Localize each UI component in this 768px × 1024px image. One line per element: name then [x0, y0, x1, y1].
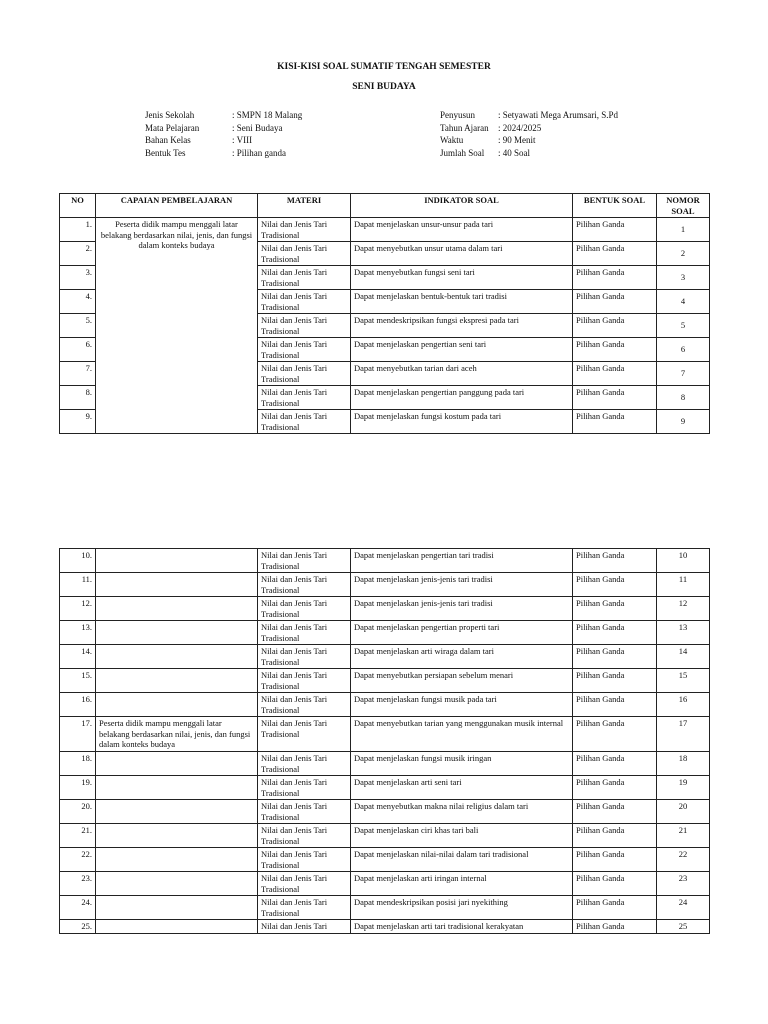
info-block-right: [440, 109, 618, 159]
materi-cell: Nilai dan Jenis Tari Tradisional: [258, 573, 351, 597]
info-row: [145, 122, 302, 135]
table-row: [60, 573, 710, 597]
table-row: [60, 920, 710, 934]
capaian-cell: Peserta didik mampu menggali latar belakang berdasarkan nilai, jenis, dan fungsi dalam konteks budaya: [96, 218, 258, 434]
bentuk-cell: Pilihan Ganda: [573, 338, 657, 362]
row-number: 16.: [60, 693, 96, 717]
indikator-cell: Dapat menjelaskan pengertian panggung pada tari: [351, 386, 573, 410]
row-number: 20.: [60, 800, 96, 824]
bentuk-cell: Pilihan Ganda: [573, 290, 657, 314]
bentuk-cell: Pilihan Ganda: [573, 776, 657, 800]
nomor-cell: 14: [657, 645, 710, 669]
nomor-cell: 9: [657, 410, 710, 434]
nomor-cell: 5: [657, 314, 710, 338]
info-label: Bentuk Tes: [145, 147, 186, 158]
row-number: 7.: [60, 362, 96, 386]
info-value: : Setyawati Mega Arumsari, S.Pd: [498, 110, 618, 120]
nomor-cell: 11: [657, 573, 710, 597]
indikator-cell: Dapat menjelaskan bentuk-bentuk tari tradisi: [351, 290, 573, 314]
nomor-cell: 18: [657, 752, 710, 776]
table-row: [60, 752, 710, 776]
nomor-cell: 7: [657, 362, 710, 386]
bentuk-cell: Pilihan Ganda: [573, 597, 657, 621]
capaian-cell: [96, 752, 258, 776]
indikator-cell: Dapat menyebutkan tarian dari aceh: [351, 362, 573, 386]
row-number: 8.: [60, 386, 96, 410]
row-number: 22.: [60, 848, 96, 872]
bentuk-cell: Pilihan Ganda: [573, 848, 657, 872]
materi-cell: Nilai dan Jenis Tari Tradisional: [258, 717, 351, 752]
table-row: [60, 218, 710, 242]
row-number: 6.: [60, 338, 96, 362]
header-no: NO: [60, 194, 96, 218]
bentuk-cell: Pilihan Ganda: [573, 218, 657, 242]
info-label: Jenis Sekolah: [145, 110, 195, 120]
kisi-table-page-1: [59, 193, 710, 434]
bentuk-cell: Pilihan Ganda: [573, 242, 657, 266]
table-row: [60, 597, 710, 621]
materi-cell: Nilai dan Jenis Tari Tradisional: [258, 290, 351, 314]
row-number: 10.: [60, 549, 96, 573]
bentuk-cell: Pilihan Ganda: [573, 621, 657, 645]
capaian-cell: [96, 573, 258, 597]
row-number: 15.: [60, 669, 96, 693]
bentuk-cell: Pilihan Ganda: [573, 645, 657, 669]
bentuk-cell: Pilihan Ganda: [573, 549, 657, 573]
row-number: 1.: [60, 218, 96, 242]
materi-cell: Nilai dan Jenis Tari Tradisional: [258, 597, 351, 621]
info-value: : 90 Menit: [498, 135, 536, 145]
indikator-cell: Dapat menjelaskan arti seni tari: [351, 776, 573, 800]
info-label: Waktu: [440, 135, 464, 145]
nomor-cell: 2: [657, 242, 710, 266]
indikator-cell: Dapat menjelaskan pengertian properti tari: [351, 621, 573, 645]
indikator-cell: Dapat menjelaskan unsur-unsur pada tari: [351, 218, 573, 242]
table-row: [60, 776, 710, 800]
nomor-cell: 10: [657, 549, 710, 573]
materi-cell: Nilai dan Jenis Tari Tradisional: [258, 896, 351, 920]
info-row: [145, 134, 302, 147]
nomor-cell: 19: [657, 776, 710, 800]
capaian-cell: [96, 597, 258, 621]
nomor-cell: 6: [657, 338, 710, 362]
table-row: [60, 669, 710, 693]
indikator-cell: Dapat mendeskripsikan fungsi ekspresi pada tari: [351, 314, 573, 338]
capaian-cell: Peserta didik mampu menggali latar belakang berdasarkan nilai, jenis, dan fungsi dalam konteks budaya: [96, 717, 258, 752]
info-label: Tahun Ajaran: [440, 122, 489, 133]
nomor-cell: 4: [657, 290, 710, 314]
bentuk-cell: Pilihan Ganda: [573, 896, 657, 920]
bentuk-cell: Pilihan Ganda: [573, 266, 657, 290]
nomor-cell: 15: [657, 669, 710, 693]
materi-cell: Nilai dan Jenis Tari Tradisional: [258, 800, 351, 824]
materi-cell: Nilai dan Jenis Tari: [258, 920, 351, 934]
capaian-cell: [96, 693, 258, 717]
row-number: 3.: [60, 266, 96, 290]
row-number: 2.: [60, 242, 96, 266]
nomor-cell: 21: [657, 824, 710, 848]
document-title: KISI-KISI SOAL SUMATIF TENGAH SEMESTER: [277, 62, 491, 72]
bentuk-cell: Pilihan Ganda: [573, 920, 657, 934]
table-row: [60, 717, 710, 752]
bentuk-cell: Pilihan Ganda: [573, 314, 657, 338]
materi-cell: Nilai dan Jenis Tari Tradisional: [258, 410, 351, 434]
kisi-table-page-2: [59, 548, 710, 934]
materi-cell: Nilai dan Jenis Tari Tradisional: [258, 776, 351, 800]
bentuk-cell: Pilihan Ganda: [573, 669, 657, 693]
row-number: 21.: [60, 824, 96, 848]
capaian-cell: [96, 776, 258, 800]
row-number: 19.: [60, 776, 96, 800]
info-value: : Pilihan ganda: [232, 147, 286, 158]
indikator-cell: Dapat menjelaskan jenis-jenis tari tradisi: [351, 597, 573, 621]
table-row: [60, 549, 710, 573]
info-label: Penyusun: [440, 110, 476, 120]
bentuk-cell: Pilihan Ganda: [573, 717, 657, 752]
table-row: [60, 693, 710, 717]
header-indikator: INDIKATOR SOAL: [351, 194, 573, 218]
capaian-cell: [96, 824, 258, 848]
row-number: 14.: [60, 645, 96, 669]
row-number: 17.: [60, 717, 96, 752]
bentuk-cell: Pilihan Ganda: [573, 410, 657, 434]
capaian-cell: [96, 920, 258, 934]
indikator-cell: Dapat menyebutkan persiapan sebelum menari: [351, 669, 573, 693]
table-row: [60, 872, 710, 896]
bentuk-cell: Pilihan Ganda: [573, 824, 657, 848]
materi-cell: Nilai dan Jenis Tari Tradisional: [258, 693, 351, 717]
materi-cell: Nilai dan Jenis Tari Tradisional: [258, 872, 351, 896]
materi-cell: Nilai dan Jenis Tari Tradisional: [258, 549, 351, 573]
bentuk-cell: Pilihan Ganda: [573, 872, 657, 896]
materi-cell: Nilai dan Jenis Tari Tradisional: [258, 314, 351, 338]
document-subtitle: SENI BUDAYA: [352, 82, 416, 92]
info-row: [440, 134, 618, 147]
capaian-cell: [96, 645, 258, 669]
bentuk-cell: Pilihan Ganda: [573, 386, 657, 410]
indikator-cell: Dapat menjelaskan nilai-nilai dalam tari tradisional: [351, 848, 573, 872]
indikator-cell: Dapat menjelaskan jenis-jenis tari tradisi: [351, 573, 573, 597]
indikator-cell: Dapat menjelaskan fungsi kostum pada tari: [351, 410, 573, 434]
info-value: : Seni Budaya: [232, 122, 283, 133]
row-number: 4.: [60, 290, 96, 314]
nomor-cell: 12: [657, 597, 710, 621]
materi-cell: Nilai dan Jenis Tari Tradisional: [258, 621, 351, 645]
nomor-cell: 1: [657, 218, 710, 242]
nomor-cell: 16: [657, 693, 710, 717]
nomor-cell: 20: [657, 800, 710, 824]
materi-cell: Nilai dan Jenis Tari Tradisional: [258, 362, 351, 386]
materi-cell: Nilai dan Jenis Tari Tradisional: [258, 386, 351, 410]
info-row: [145, 109, 302, 122]
indikator-cell: Dapat menjelaskan arti iringan internal: [351, 872, 573, 896]
materi-cell: Nilai dan Jenis Tari Tradisional: [258, 266, 351, 290]
capaian-cell: [96, 621, 258, 645]
nomor-cell: 24: [657, 896, 710, 920]
nomor-cell: 13: [657, 621, 710, 645]
materi-cell: Nilai dan Jenis Tari Tradisional: [258, 824, 351, 848]
table-row: [60, 621, 710, 645]
indikator-cell: Dapat menjelaskan fungsi musik pada tari: [351, 693, 573, 717]
table-header-row: [60, 194, 710, 218]
row-number: 12.: [60, 597, 96, 621]
info-row: [145, 147, 302, 160]
table-row: [60, 800, 710, 824]
row-number: 18.: [60, 752, 96, 776]
nomor-cell: 3: [657, 266, 710, 290]
row-number: 5.: [60, 314, 96, 338]
bentuk-cell: Pilihan Ganda: [573, 693, 657, 717]
info-row: [440, 122, 618, 135]
capaian-cell: [96, 848, 258, 872]
capaian-cell: [96, 872, 258, 896]
indikator-cell: Dapat menjelaskan pengertian tari tradisi: [351, 549, 573, 573]
bentuk-cell: Pilihan Ganda: [573, 752, 657, 776]
indikator-cell: Dapat mendeskripsikan posisi jari nyekithing: [351, 896, 573, 920]
info-label: Mata Pelajaran: [145, 122, 200, 133]
indikator-cell: Dapat menyebutkan fungsi seni tari: [351, 266, 573, 290]
info-value: : VIII: [232, 135, 253, 145]
indikator-cell: Dapat menjelaskan pengertian seni tari: [351, 338, 573, 362]
nomor-cell: 22: [657, 848, 710, 872]
materi-cell: Nilai dan Jenis Tari Tradisional: [258, 242, 351, 266]
row-number: 9.: [60, 410, 96, 434]
info-value: : 2024/2025: [498, 122, 542, 133]
row-number: 13.: [60, 621, 96, 645]
row-number: 25.: [60, 920, 96, 934]
bentuk-cell: Pilihan Ganda: [573, 573, 657, 597]
header-materi: MATERI: [258, 194, 351, 218]
header-capaian: CAPAIAN PEMBELAJARAN: [96, 194, 258, 218]
indikator-cell: Dapat menjelaskan ciri khas tari bali: [351, 824, 573, 848]
indikator-cell: Dapat menjelaskan arti tari tradisional kerakyatan: [351, 920, 573, 934]
capaian-cell: [96, 896, 258, 920]
table-row: [60, 645, 710, 669]
nomor-cell: 23: [657, 872, 710, 896]
info-row: [440, 147, 618, 160]
info-label: Jumlah Soal: [440, 147, 485, 158]
table-row: [60, 848, 710, 872]
nomor-cell: 17: [657, 717, 710, 752]
capaian-cell: [96, 669, 258, 693]
bentuk-cell: Pilihan Ganda: [573, 800, 657, 824]
indikator-cell: Dapat menyebutkan unsur utama dalam tari: [351, 242, 573, 266]
materi-cell: Nilai dan Jenis Tari Tradisional: [258, 669, 351, 693]
header-nomor: NOMOR SOAL: [657, 194, 710, 218]
table-row: [60, 824, 710, 848]
info-block-left: [145, 109, 302, 159]
row-number: 11.: [60, 573, 96, 597]
indikator-cell: Dapat menyebutkan tarian yang menggunakan musik internal: [351, 717, 573, 752]
indikator-cell: Dapat menyebutkan makna nilai religius dalam tari: [351, 800, 573, 824]
table-row: [60, 896, 710, 920]
indikator-cell: Dapat menjelaskan arti wiraga dalam tari: [351, 645, 573, 669]
info-label: Bahan Kelas: [145, 135, 191, 145]
indikator-cell: Dapat menjelaskan fungsi musik iringan: [351, 752, 573, 776]
row-number: 24.: [60, 896, 96, 920]
materi-cell: Nilai dan Jenis Tari Tradisional: [258, 338, 351, 362]
info-value: : 40 Soal: [498, 147, 531, 158]
info-row: [440, 109, 618, 122]
header-bentuk: BENTUK SOAL: [573, 194, 657, 218]
nomor-cell: 25: [657, 920, 710, 934]
capaian-cell: [96, 800, 258, 824]
bentuk-cell: Pilihan Ganda: [573, 362, 657, 386]
materi-cell: Nilai dan Jenis Tari Tradisional: [258, 645, 351, 669]
materi-cell: Nilai dan Jenis Tari Tradisional: [258, 752, 351, 776]
row-number: 23.: [60, 872, 96, 896]
nomor-cell: 8: [657, 386, 710, 410]
capaian-cell: [96, 549, 258, 573]
materi-cell: Nilai dan Jenis Tari Tradisional: [258, 218, 351, 242]
info-value: : SMPN 18 Malang: [232, 110, 303, 120]
materi-cell: Nilai dan Jenis Tari Tradisional: [258, 848, 351, 872]
